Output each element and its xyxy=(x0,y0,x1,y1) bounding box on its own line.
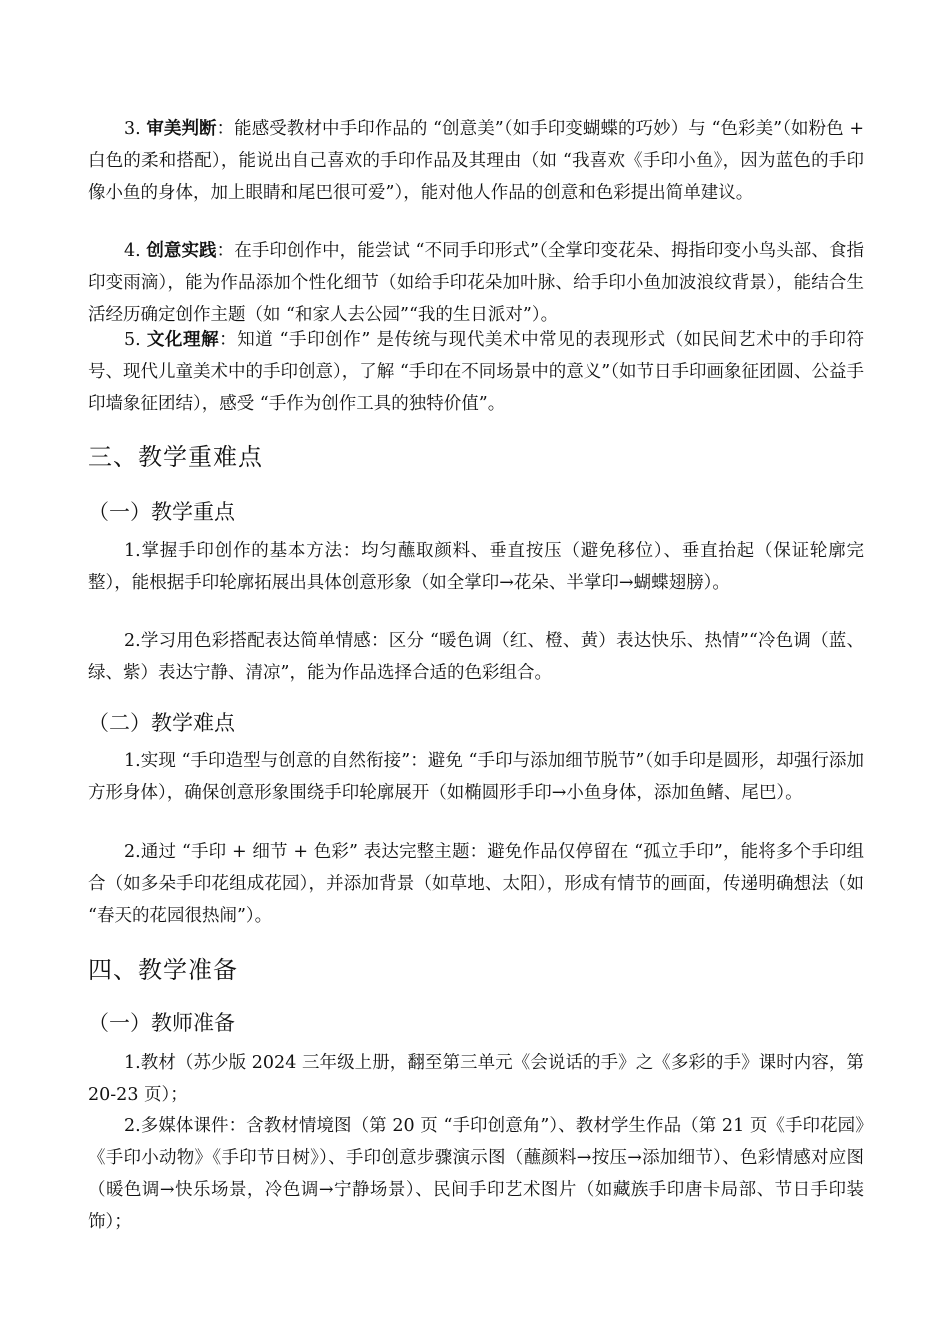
objective-aesthetic-judgment: 3. 审美判断：能感受教材中手印作品的 “创意美”（如手印变蝴蝶的巧妙）与 “色彩美”（如粉色 + 白色的柔和搭配），能说出自己喜欢的手印作品及其理由（如 “我喜欢《手印小鱼》，因为蓝色的手印像小鱼的身体，加上眼睛和尾巴很可爱”），能对他人作品的创意和色彩提出简单建议。 xyxy=(88,119,865,203)
objective-label: 文化理解 xyxy=(146,330,220,350)
difficulty-item-1: 1.实现 “手印造型与创意的自然衔接”：避免 “手印与添加细节脱节”（如手印是圆形，却强行添加方形身体），确保创意形象围绕手印轮廓展开（如椭圆形手印→小鱼身体，添加鱼鳍、尾巴）。 xyxy=(88,751,864,803)
objective-cultural-understanding: 5. 文化理解：知道 “手印创作” 是传统与现代美术中常见的表现形式（如民间艺术中的手印符号、现代儿童美术中的手印创意），了解 “手印在不同场景中的意义”（如节日手印画象征团圆、公益手印墙象征团结），感受 “手作为创作工具的独特价值”。 xyxy=(88,330,864,414)
subheading-teaching-difficulty: （二）教学难点 xyxy=(88,711,235,735)
section-heading-key-difficulties: 三、教学重难点 xyxy=(88,443,263,471)
objective-creative-practice: 4. 创意实践：在手印创作中，能尝试 “不同手印形式”（全掌印变花朵、拇指印变小鸟头部、食指印变雨滴），能为作品添加个性化细节（如给手印花朵加叶脉、给手印小鱼加波浪纹背景），能结合生活经历确定创作主题（如 “和家人去公园”“我的生日派对”）。 xyxy=(88,241,865,325)
difficulty-item-2: 2.通过 “手印 + 细节 + 色彩” 表达完整主题：避免作品仅停留在 “孤立手印”，能将多个手印组合（如多朵手印花组成花园），并添加背景（如草地、太阳），形成有情节的画面，传递明确想法（如 “春天的花园很热闹”）。 xyxy=(88,842,864,926)
focus-item-1: 1.掌握手印创作的基本方法：均匀蘸取颜料、垂直按压（避免移位）、垂直抬起（保证轮廓完整），能根据手印轮廓拓展出具体创意形象（如全掌印→花朵、半掌印→蝴蝶翅膀）。 xyxy=(88,541,864,593)
objective-label: 创意实践 xyxy=(146,241,217,261)
subheading-teacher-preparation: （一）教师准备 xyxy=(88,1011,235,1035)
focus-item-2: 2.学习用色彩搭配表达简单情感：区分 “暖色调（红、橙、黄）表达快乐、热情”“冷色调（蓝、绿、紫）表达宁静、清凉”，能为作品选择合适的色彩组合。 xyxy=(88,631,864,683)
subheading-teaching-focus: （一）教学重点 xyxy=(88,500,235,524)
teacher-prep-item-1: 1.教材（苏少版 2024 三年级上册，翻至第三单元《会说话的手》之《多彩的手》课时内容，第 20-23 页）； xyxy=(88,1053,864,1105)
teacher-prep-item-2: 2.多媒体课件：含教材情境图（第 20 页 “手印创意角”）、教材学生作品（第 21 页《手印花园》《手印小动物》《手印节日树》）、手印创意步骤演示图（蘸颜料→按压→添加细节）、色彩情感对应图（暖色调→快乐场景，冷色调→宁静场景）、民间手印艺术图片（如藏族手印唐卡局部、节日手印装饰）； xyxy=(88,1116,864,1232)
section-heading-preparation: 四、教学准备 xyxy=(88,956,238,984)
objective-label: 审美判断 xyxy=(146,119,217,139)
